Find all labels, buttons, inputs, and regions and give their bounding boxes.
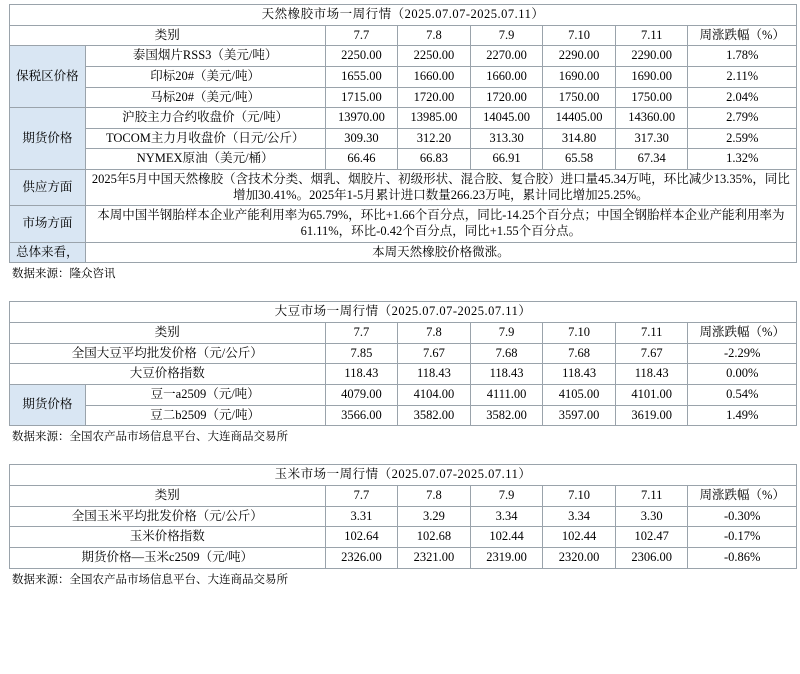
cell-value: 2319.00 [470, 547, 543, 568]
cell-value: 4111.00 [470, 384, 543, 405]
rubber-group-label-futures: 期货价格 [10, 108, 86, 170]
rubber-note-supply-label: 供应方面 [10, 170, 86, 206]
soybean-header-d4: 7.10 [543, 323, 616, 344]
cell-value: 3.34 [470, 506, 543, 527]
cell-value: 66.46 [325, 149, 398, 170]
row-name: 大豆价格指数 [10, 364, 326, 385]
cell-value: 7.68 [543, 343, 616, 364]
cell-value: 2326.00 [325, 547, 398, 568]
rubber-header-d1: 7.7 [325, 25, 398, 46]
cell-value: 66.91 [470, 149, 543, 170]
rubber-header-category: 类别 [10, 25, 326, 46]
corn-header-d4: 7.10 [543, 486, 616, 507]
cell-value: 3619.00 [615, 405, 688, 426]
rubber-source: 数据来源：隆众咨讯 [12, 268, 116, 281]
table-row [10, 364, 797, 385]
cell-value: 14045.00 [470, 108, 543, 129]
rubber-note-supply-text: 2025年5月中国天然橡胶（含技术分类、烟乳、烟胶片、初级形状、混合胶、复合胶）进口量45.34万吨，环比减少13.35%，同比增加30.41%。2025年1-5月累计进口数量266.23万吨，累计同比增加25.25%。 [85, 170, 796, 206]
corn-header-d5: 7.11 [615, 486, 688, 507]
soybean-title: 大豆市场一周行情（2025.07.07-2025.07.11） [10, 302, 797, 323]
cell-value: 102.68 [398, 527, 471, 548]
cell-value: 14405.00 [543, 108, 616, 129]
cell-change: 0.54% [688, 384, 797, 405]
soybean-market-table [9, 301, 797, 426]
soybean-source: 数据来源：全国农产品市场信息平台、大连商品交易所 [12, 431, 288, 444]
cell-change: -0.30% [688, 506, 797, 527]
cell-value: 7.68 [470, 343, 543, 364]
cell-value: 309.30 [325, 128, 398, 149]
soybean-header-d3: 7.9 [470, 323, 543, 344]
corn-title-row [10, 465, 797, 486]
cell-value: 102.64 [325, 527, 398, 548]
cell-value: 102.44 [470, 527, 543, 548]
corn-source: 数据来源：全国农产品市场信息平台、大连商品交易所 [12, 573, 288, 586]
table-row [10, 384, 797, 405]
cell-value: 317.30 [615, 128, 688, 149]
cell-value: 1655.00 [325, 66, 398, 87]
row-name: 期货价格—玉米c2509（元/吨） [10, 547, 326, 568]
rubber-note-summary-label: 总体来看， [10, 242, 86, 263]
cell-value: 66.83 [398, 149, 471, 170]
rubber-header-d2: 7.8 [398, 25, 471, 46]
cell-value: 1720.00 [398, 87, 471, 108]
row-name: 豆一a2509（元/吨） [85, 384, 325, 405]
table-row [10, 66, 797, 87]
cell-value: 1715.00 [325, 87, 398, 108]
cell-value: 7.67 [398, 343, 471, 364]
rubber-group-label-bonded: 保税区价格 [10, 46, 86, 108]
cell-value: 4101.00 [615, 384, 688, 405]
table-row [10, 506, 797, 527]
cell-value: 1750.00 [615, 87, 688, 108]
cell-value: 2321.00 [398, 547, 471, 568]
table-row [10, 343, 797, 364]
cell-change: 2.11% [688, 66, 797, 87]
row-name: 豆二b2509（元/吨） [85, 405, 325, 426]
cell-change: 0.00% [688, 364, 797, 385]
rubber-note-market [10, 206, 797, 242]
corn-header-category: 类别 [10, 486, 326, 507]
soybean-header-change: 周涨跌幅（%） [688, 323, 797, 344]
rubber-title-row [10, 5, 797, 26]
row-name: TOCOM主力月收盘价（日元/公斤） [85, 128, 325, 149]
cell-value: 312.20 [398, 128, 471, 149]
soybean-header-d1: 7.7 [325, 323, 398, 344]
row-name: NYMEX原油（美元/桶） [85, 149, 325, 170]
cell-value: 118.43 [398, 364, 471, 385]
spacer [6, 446, 794, 464]
cell-value: 313.30 [470, 128, 543, 149]
table-row [10, 149, 797, 170]
cell-value: 7.85 [325, 343, 398, 364]
rubber-note-supply [10, 170, 797, 206]
cell-value: 3566.00 [325, 405, 398, 426]
cell-change: -0.17% [688, 527, 797, 548]
rubber-header-change: 周涨跌幅（%） [688, 25, 797, 46]
cell-change: 2.79% [688, 108, 797, 129]
cell-value: 118.43 [615, 364, 688, 385]
cell-value: 3582.00 [398, 405, 471, 426]
soybean-header-d5: 7.11 [615, 323, 688, 344]
cell-value: 1690.00 [615, 66, 688, 87]
cell-value: 2290.00 [543, 46, 616, 67]
cell-value: 118.43 [543, 364, 616, 385]
cell-value: 14360.00 [615, 108, 688, 129]
cell-value: 3.29 [398, 506, 471, 527]
cell-change: -2.29% [688, 343, 797, 364]
row-name: 泰国烟片RSS3（美元/吨） [85, 46, 325, 67]
cell-value: 65.58 [543, 149, 616, 170]
cell-value: 1690.00 [543, 66, 616, 87]
row-name: 印标20#（美元/吨） [85, 66, 325, 87]
cell-value: 2306.00 [615, 547, 688, 568]
soybean-header-row [10, 323, 797, 344]
row-name: 全国玉米平均批发价格（元/公斤） [10, 506, 326, 527]
rubber-header-d4: 7.10 [543, 25, 616, 46]
table-row [10, 46, 797, 67]
rubber-note-market-label: 市场方面 [10, 206, 86, 242]
corn-header-d2: 7.8 [398, 486, 471, 507]
row-name: 马标20#（美元/吨） [85, 87, 325, 108]
rubber-note-summary [10, 242, 797, 263]
corn-header-change: 周涨跌幅（%） [688, 486, 797, 507]
cell-value: 4079.00 [325, 384, 398, 405]
cell-value: 3.34 [543, 506, 616, 527]
cell-change: 1.78% [688, 46, 797, 67]
cell-value: 102.47 [615, 527, 688, 548]
cell-value: 2320.00 [543, 547, 616, 568]
cell-value: 3.30 [615, 506, 688, 527]
cell-value: 2270.00 [470, 46, 543, 67]
cell-value: 3.31 [325, 506, 398, 527]
cell-value: 118.43 [470, 364, 543, 385]
cell-value: 314.80 [543, 128, 616, 149]
cell-value: 4105.00 [543, 384, 616, 405]
table-row [10, 128, 797, 149]
rubber-market-table [9, 4, 797, 263]
cell-value: 67.34 [615, 149, 688, 170]
corn-header-d3: 7.9 [470, 486, 543, 507]
cell-value: 3597.00 [543, 405, 616, 426]
cell-value: 1660.00 [470, 66, 543, 87]
spacer [6, 283, 794, 301]
table-row [10, 87, 797, 108]
rubber-header-d3: 7.9 [470, 25, 543, 46]
cell-value: 3582.00 [470, 405, 543, 426]
rubber-note-summary-text: 本周天然橡胶价格微涨。 [85, 242, 796, 263]
cell-value: 1720.00 [470, 87, 543, 108]
cell-change: 1.49% [688, 405, 797, 426]
row-name: 全国大豆平均批发价格（元/公斤） [10, 343, 326, 364]
cell-value: 13985.00 [398, 108, 471, 129]
cell-value: 1750.00 [543, 87, 616, 108]
soybean-header-d2: 7.8 [398, 323, 471, 344]
table-row [10, 527, 797, 548]
table-row [10, 405, 797, 426]
corn-header-d1: 7.7 [325, 486, 398, 507]
rubber-header-d5: 7.11 [615, 25, 688, 46]
soybean-title-row [10, 302, 797, 323]
cell-change: -0.86% [688, 547, 797, 568]
corn-header-row [10, 486, 797, 507]
cell-value: 13970.00 [325, 108, 398, 129]
cell-change: 1.32% [688, 149, 797, 170]
cell-value: 2290.00 [615, 46, 688, 67]
rubber-note-market-text: 本周中国半钢胎样本企业产能利用率为65.79%，环比+1.66个百分点，同比-14.25个百分点；中国全钢胎样本企业产能利用率为61.11%，环比-0.42个百分点，同比+1.55个百分点。 [85, 206, 796, 242]
table-row [10, 547, 797, 568]
rubber-title: 天然橡胶市场一周行情（2025.07.07-2025.07.11） [10, 5, 797, 26]
cell-value: 2250.00 [325, 46, 398, 67]
cell-value: 7.67 [615, 343, 688, 364]
row-name: 沪胶主力合约收盘价（元/吨） [85, 108, 325, 129]
soybean-header-category: 类别 [10, 323, 326, 344]
cell-value: 1660.00 [398, 66, 471, 87]
table-row [10, 108, 797, 129]
soybean-group-label-futures: 期货价格 [10, 384, 86, 425]
cell-change: 2.59% [688, 128, 797, 149]
cell-value: 4104.00 [398, 384, 471, 405]
corn-market-table [9, 464, 797, 568]
cell-value: 118.43 [325, 364, 398, 385]
rubber-header-row [10, 25, 797, 46]
cell-value: 102.44 [543, 527, 616, 548]
cell-value: 2250.00 [398, 46, 471, 67]
corn-title: 玉米市场一周行情（2025.07.07-2025.07.11） [10, 465, 797, 486]
cell-change: 2.04% [688, 87, 797, 108]
row-name: 玉米价格指数 [10, 527, 326, 548]
